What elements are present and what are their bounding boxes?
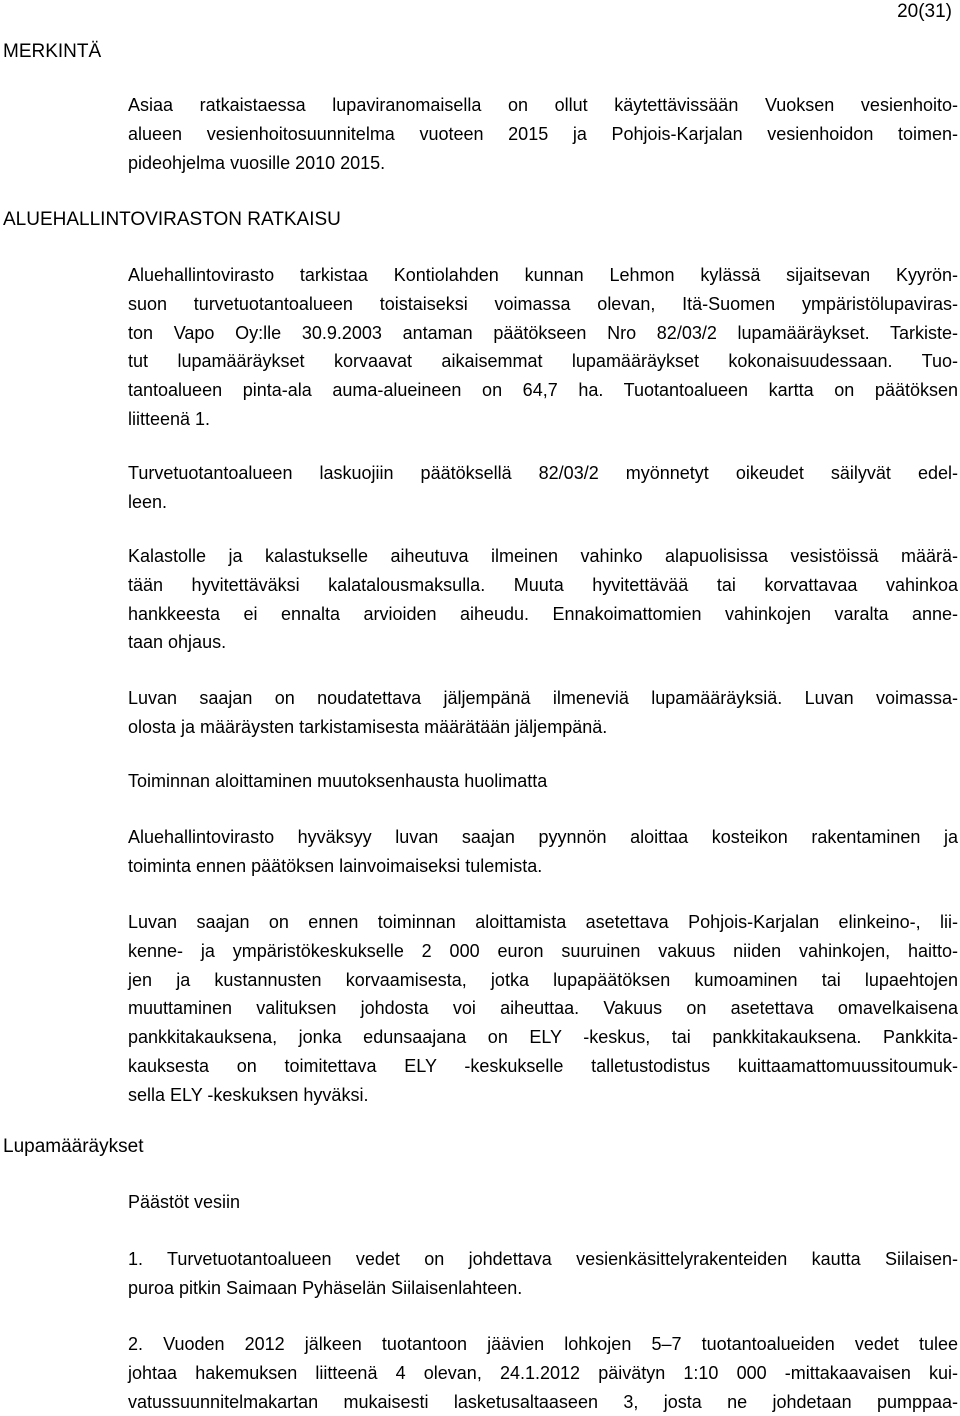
item-1-paragraph [128,1245,958,1303]
text-line: jen ja kustannusten korvaamisesta, jotka lupapäätöksen kumoaminen tai lupaehtojen [128,969,958,990]
text-line: johtaa hakemuksen liitteenä 4 olevan, 24.1.2012 päivätyn 1:10 000 -mittakaavaisen kui- [128,1362,958,1383]
text-line: kauksesta on toimitettava ELY -keskukselle talletustodistus kuittaamattomuussitoumuk- [128,1055,958,1076]
text-line: sella ELY -keskuksen hyväksi. [128,1084,369,1105]
text-line: Luvan saajan on noudatettava jäljempänä ilmeneviä lupamääräyksiä. Luvan voimassa- [128,688,958,708]
aloittaminen-heading [128,767,958,796]
text-line: kenne- ja ympäristökeskukselle 2 000 euron suuruinen vakuus niiden vahinkojen, haitto- [128,940,958,961]
laskuojat-paragraph [128,459,958,517]
page-number: 20(31) [897,1,952,22]
text-line: suon turvetuotantoalueen toistaiseksi voimassa olevan, Itä-Suomen ympäristölupaviras- [128,293,958,314]
text-line: Kalastolle ja kalastukselle aiheutuva ilmeinen vahinko alapuolisissa vesistöissä määrä- [128,546,958,566]
text-line: muuttaminen valituksen johdosta voi aiheuttaa. Vakuus on asetettava omavelkaisena [128,998,958,1019]
text-line: leen. [128,491,168,512]
paastot-heading [128,1188,958,1217]
text-line: toiminta ennen päätöksen lainvoimaiseksi tulemista. [128,855,543,876]
text-line: pankkitakauksena, jonka edunsaajana on ELY -keskus, tai pankkitakauksena. Pankkita- [128,1027,958,1048]
ratkaisu-paragraph [128,261,958,434]
text-line: tään hyvitettäväksi kalatalousmaksulla. Muuta hyvitettävää tai korvattavaa vahinkoa [128,574,958,595]
text-line: liitteenä 1. [128,408,211,429]
text-line: olosta ja määräysten tarkistamisesta määrätään jäljempänä. [128,716,608,737]
text-line: taan ohjaus. [128,632,227,653]
text-line: Turvetuotantoalueen laskuojiin päätöksellä 82/03/2 myönnetyt oikeudet säilyvät edel- [128,463,958,483]
text-line: hankkeesta ei ennalta arvioiden aiheudu. Ennakoimattomien vahinkojen varalta anne- [128,603,958,624]
text-line: puroa pitkin Saimaan Pyhäselän Siilaisenlahteen. [128,1277,523,1298]
item-2-paragraph [128,1330,958,1416]
text-line: Asiaa ratkaistaessa lupaviranomaisella on ollut käytettävissään Vuoksen vesienhoito- [128,95,958,115]
subheading-text: Päästöt vesiin [128,1192,241,1212]
text-line: ton Vapo Oy:lle 30.9.2003 antaman päätökseen Nro 82/03/2 lupamääräykset. Tarkiste- [128,322,958,343]
text-line: Luvan saajan on ennen toiminnan aloittamista asetettava Pohjois-Karjalan elinkeino-, lii- [128,912,958,932]
text-line: alueen vesienhoitosuunnitelma vuoteen 2015 ja Pohjois-Karjalan vesienhoidon toimen- [128,123,958,144]
kalatalous-paragraph [128,542,958,657]
vakuus-paragraph [128,908,958,1110]
text-line: tut lupamääräykset korvaavat aikaisemmat lupamääräykset kokonaisuudessaan. Tuo- [128,351,958,372]
aloittaminen-paragraph [128,823,958,881]
subheading-text: Toiminnan aloittaminen muutoksenhausta huolimatta [128,771,548,791]
text-line: pideohjelma vuosille 2010 2015. [128,152,386,173]
text-line: Aluehallintovirasto tarkistaa Kontiolahden kunnan Lehmon kylässä sijaitsevan Kyyrön- [128,265,958,285]
noudatettava-paragraph [128,684,958,742]
margin-label-lupamaaraykset: Lupamääräykset [3,1136,144,1157]
section-heading: ALUEHALLINTOVIRASTON RATKAISU [3,209,341,230]
text-line: 2. Vuoden 2012 jälkeen tuotantoon jäävien lohkojen 5–7 tuotantoalueiden vedet tulee [128,1334,958,1354]
intro-paragraph [128,91,958,177]
text-line: vatussuunnitelmakartan mukaisesti lasketusaltaaseen 3, josta ne johdetaan pumppaa- [128,1391,958,1412]
margin-label-merkinta: MERKINTÄ [3,41,102,62]
text-line: Aluehallintovirasto hyväksyy luvan saajan pyynnön aloittaa kosteikon rakentaminen ja [128,827,958,847]
text-line: 1. Turvetuotantoalueen vedet on johdettava vesienkäsittelyrakenteiden kautta Siilaisen- [128,1249,958,1269]
text-line: tantoalueen pinta-ala auma-alueineen on 64,7 ha. Tuotantoalueen kartta on päätöksen [128,380,958,401]
